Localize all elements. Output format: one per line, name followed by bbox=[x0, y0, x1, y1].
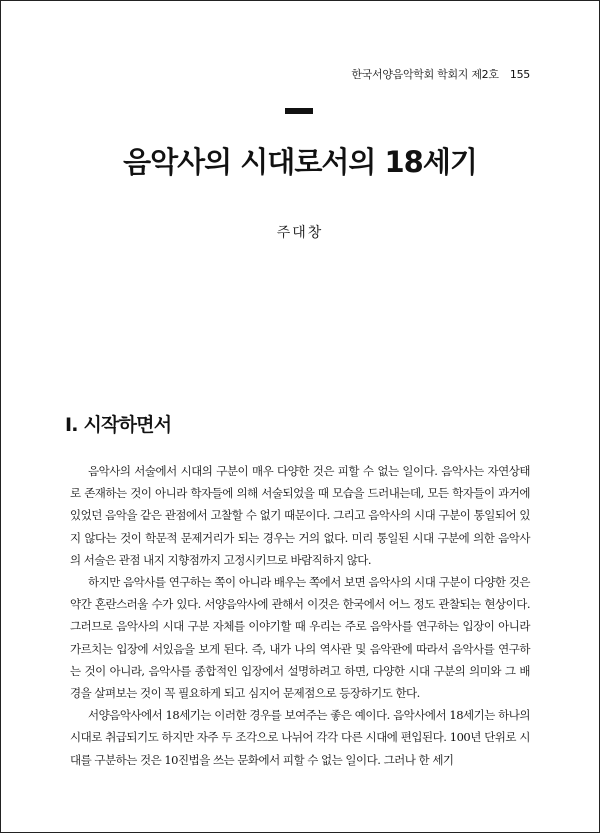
paragraph-3: 서양음악사에서 18세기는 이러한 경우를 보여주는 좋은 예이다. 음악사에서 18세기는 하나의 시대로 취급되기도 하지만 자주 두 조각으로 나뉘어 각각 다른 시대에 편입된다. 100년 단위로 시대를 구분하는 것은 10진법을 쓰는 문화에서 피할 수 없는 일이다. 그러나 한 세기 bbox=[70, 708, 530, 767]
paragraph-2: 하지만 음악사를 연구하는 쪽이 아니라 배우는 쪽에서 보면 음악사의 시대 구분이 다양한 것은 약간 혼란스러울 수가 있다. 서양음악사에 관해서 이것은 한국에서 어느 정도 관찰되는 현상이다. 그러므로 음악사의 시대 구분 자체를 이야기할 때 우리는 주로 음악사를 연구하는 입장이 아니라 가르치는 입장에 서있음을 보게 된다. 즉, 내가 나의 역사관 및 음악관에 따라서 음악사를 연구하는 것이 아니라, 음악사를 종합적인 입장에서 설명하려고 하면, 다양한 시대 구분의 의미와 그 배경을 살펴보는 것이 꼭 필요하게 되고 심지어 문제점으로 등장하기도 한다. bbox=[70, 575, 530, 701]
title-dash-mark bbox=[285, 108, 313, 114]
paper-title: 음악사의 시대로서의 18세기 bbox=[123, 145, 477, 179]
section-heading: I. 시작하면서 bbox=[65, 414, 172, 436]
running-header bbox=[351, 66, 530, 82]
body-text bbox=[70, 460, 530, 771]
page-number: 155 bbox=[509, 68, 530, 81]
journal-name: 한국서양음악학회 학회지 제2호 bbox=[351, 68, 499, 81]
paragraph-1: 음악사의 서술에서 시대의 구분이 매우 다양한 것은 피할 수 없는 일이다. 음악사는 자연상태로 존재하는 것이 아니라 학자들에 의해 서술되었을 때 모습을 드러내는데, 모든 학자들이 과거에 있었던 음악을 같은 관점에서 고찰할 수 없기 때문이다. 그리고 음악사의 시대 구분이 통일되어 있지 않다는 것이 학문적 문제거리가 되는 경우는 거의 없다. 미리 통일된 시대 구분에 의한 음악사의 서술은 관점 내지 지향점까지 고정시키므로 바람직하지 않다. bbox=[70, 464, 530, 567]
author-name: 주대창 bbox=[276, 225, 324, 241]
